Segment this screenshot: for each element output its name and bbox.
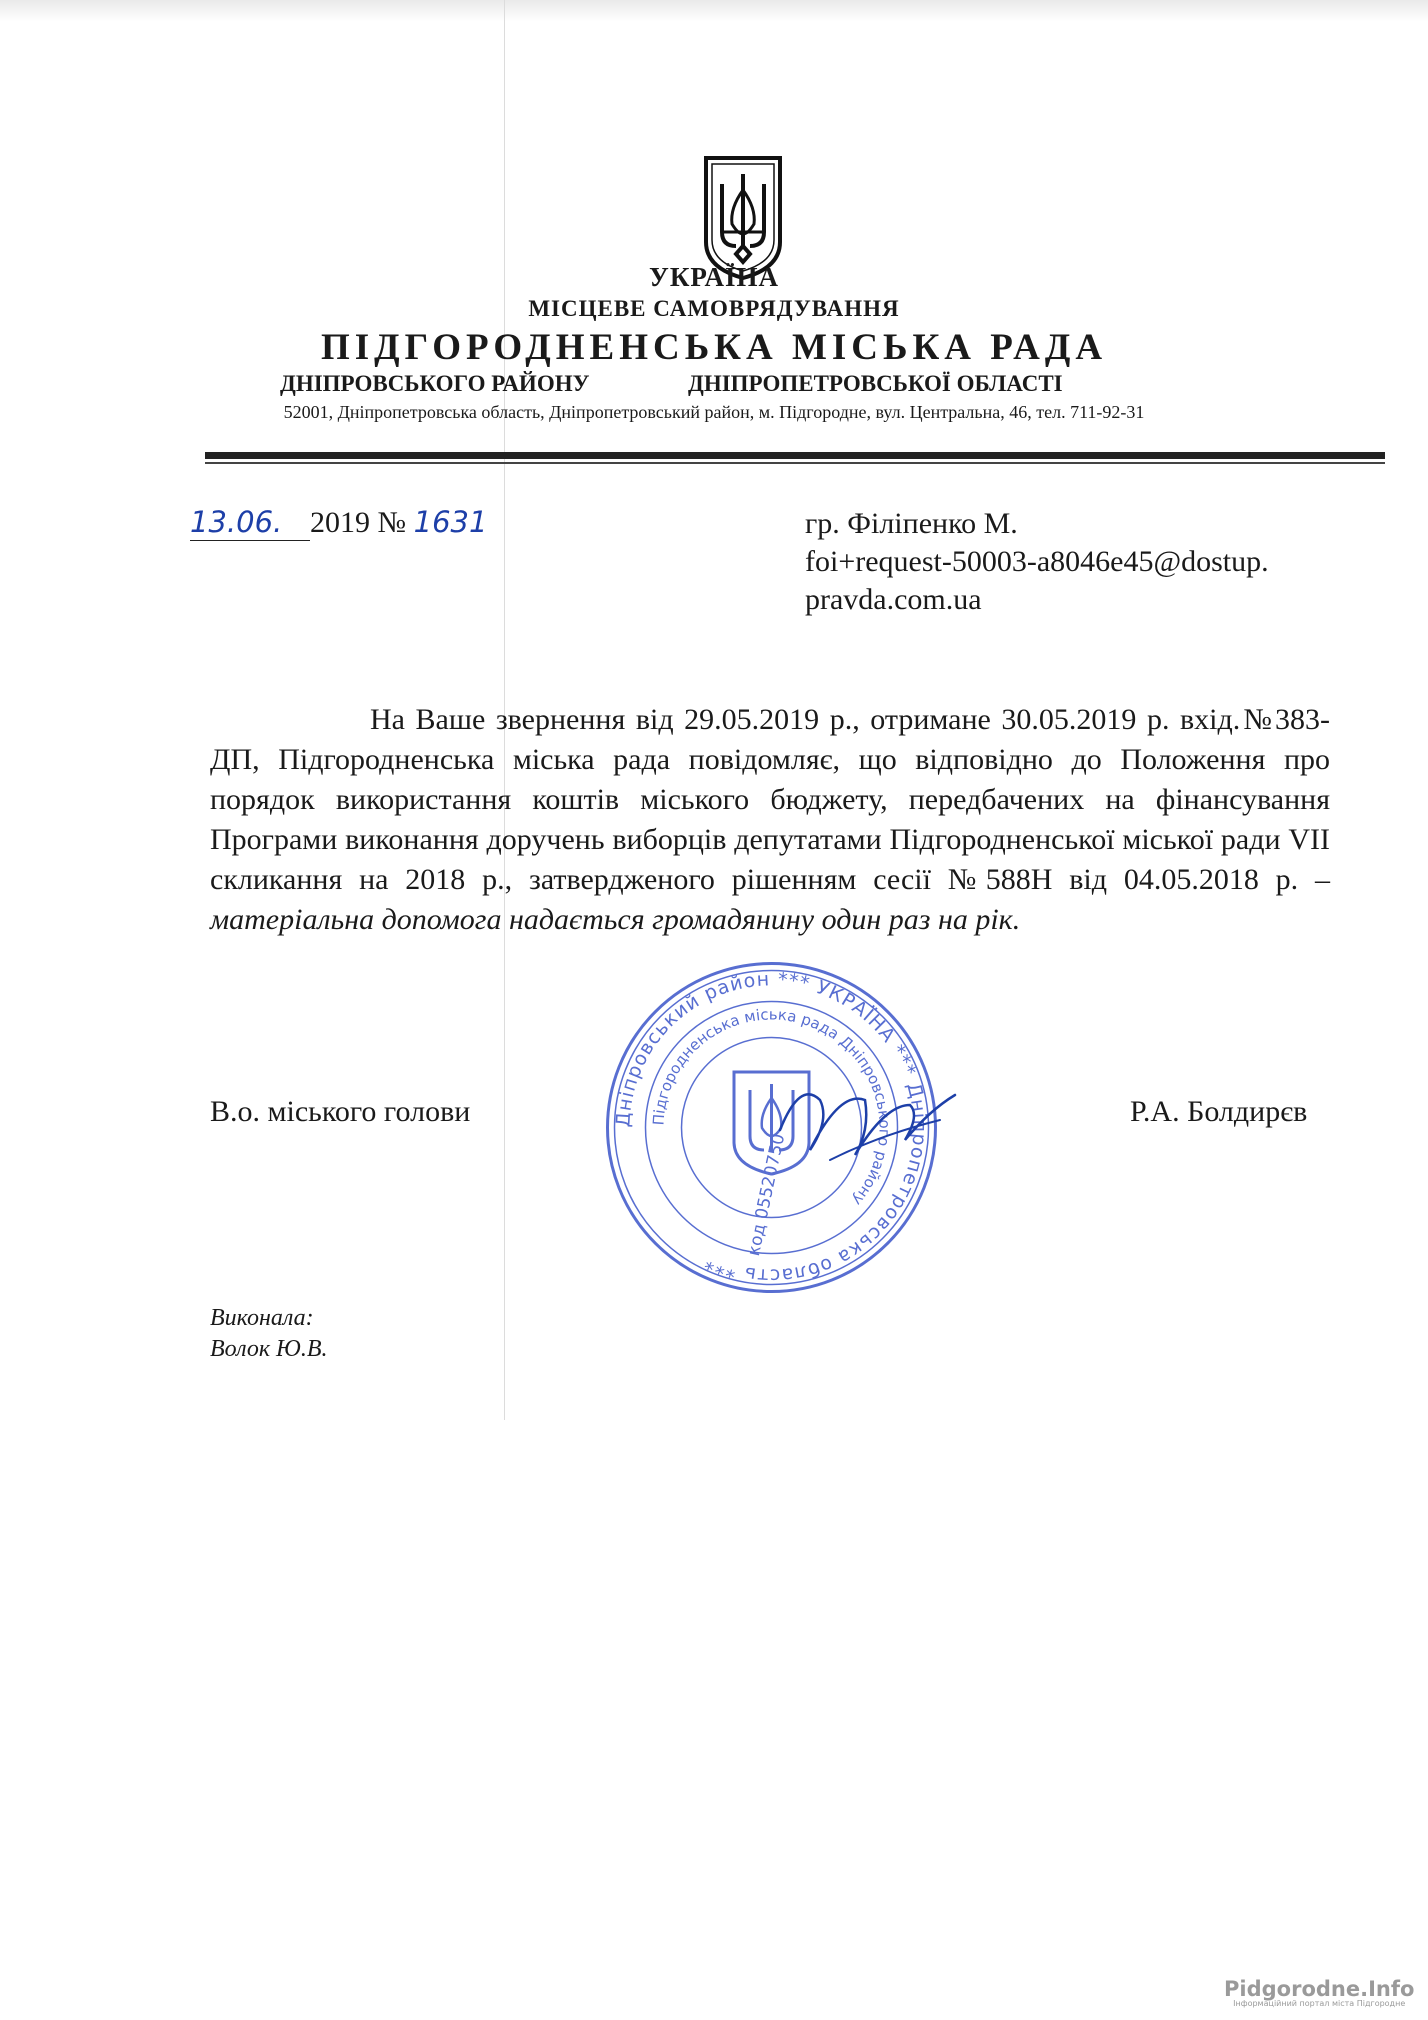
stamp-code: код 05520750 <box>743 1132 790 1258</box>
addressee-name: гр. Філіпенко М. <box>805 507 1018 540</box>
header-rule-thin <box>205 462 1385 464</box>
signatory-position: В.о. міського голови <box>210 1095 471 1128</box>
letterhead-oblast: ДНІПРОПЕТРОВСЬКОЇ ОБЛАСТІ <box>688 371 1063 396</box>
registration-date: 13.06. <box>190 505 283 539</box>
registration-year: 2019 <box>310 506 370 539</box>
watermark-subtitle: Інформаційний портал міста Підгородне <box>1233 1999 1406 2008</box>
addressee-email-line2: pravda.com.ua <box>805 583 982 616</box>
handwritten-signature <box>770 1060 960 1180</box>
stamp-inner-text: Підгородненська міська рада Дніпровського району <box>649 1005 894 1210</box>
letterhead-country: УКРАЇНА <box>649 262 779 292</box>
registration-number-sign: № <box>377 506 407 539</box>
letter-body-emphasis: матеріальна допомога надається громадянину один раз на рік. <box>210 903 1021 936</box>
letter-body <box>210 700 1330 940</box>
addressee-block <box>805 505 1269 619</box>
executor-name: Волок Ю.В. <box>210 1336 328 1362</box>
executor-label: Виконала: <box>210 1305 314 1331</box>
stamp-ring-text: Дніпровський район *** УКРАЇНА *** Дніпропетровська область *** <box>612 968 931 1287</box>
registration-number: 1631 <box>413 505 488 539</box>
letterhead-district: ДНІПРОВСЬКОГО РАЙОНУ <box>280 371 590 396</box>
letterhead-council: ПІДГОРОДНЕНСЬКА МІСЬКА РАДА <box>320 327 1108 368</box>
watermark-title: Pidgorodne.Info <box>1224 1977 1415 2001</box>
letter-body-main: На Ваше звернення від 29.05.2019 р., отримане 30.05.2019 р. вхід.№383-ДП, Підгородненська міська рада повідомляє, що відповідно до Положення про порядок використання коштів міського бюджету, передбачених на фінансування Програми виконання доручень виборців депутатами Підгородненської міської ради VII скликання на 2018 р., затвердженого рішенням сесії №588Н від 04.05.2018 р. – <box>210 703 1330 896</box>
registration-line <box>190 505 487 541</box>
signatory-name: Р.А. Болдирєв <box>1130 1095 1308 1128</box>
header-rule-thick <box>205 452 1385 459</box>
site-watermark <box>1224 1977 1414 2008</box>
addressee-email-line1: foi+request-50003-a8046e45@dostup. <box>805 545 1269 578</box>
letterhead-self-government: МІСЦЕВЕ САМОВРЯДУВАННЯ <box>528 296 900 321</box>
scan-edge <box>0 0 1428 22</box>
letterhead-address: 52001, Дніпропетровська область, Дніпропетровський район, м. Підгородне, вул. Центральна, 46, тел. 711-92-31 <box>283 402 1145 422</box>
